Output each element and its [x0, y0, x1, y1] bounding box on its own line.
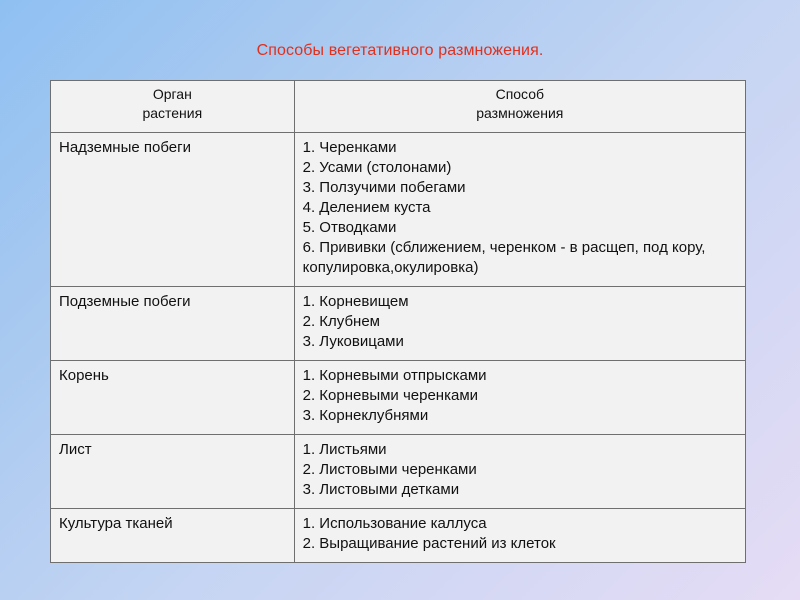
header-method-line: Способ — [495, 86, 545, 102]
table-header-row — [51, 81, 746, 133]
method-item: 2. Клубнем — [302, 313, 380, 330]
organ-cell: Лист — [51, 435, 295, 509]
table-row — [51, 435, 746, 509]
method-item: 3. Луковицами — [302, 333, 404, 350]
header-method-line: размножения — [476, 105, 564, 121]
table-row — [51, 361, 746, 435]
table-row — [51, 509, 746, 563]
organ-cell: Надземные побеги — [51, 133, 295, 287]
methods-cell — [294, 435, 745, 509]
propagation-methods-table — [50, 80, 746, 563]
methods-cell — [294, 509, 745, 563]
method-item: 1. Листьями — [302, 441, 387, 458]
organ-cell: Подземные побеги — [51, 287, 295, 361]
method-item: 4. Делением куста — [302, 199, 431, 216]
method-item: 3. Корнеклубнями — [302, 407, 429, 424]
method-item: 3. Ползучими побегами — [302, 179, 466, 196]
methods-cell — [294, 287, 745, 361]
header-method — [294, 81, 745, 133]
method-item: 2. Листовыми черенками — [302, 461, 477, 478]
organ-cell: Корень — [51, 361, 295, 435]
method-item: 2. Корневыми черенками — [302, 387, 479, 404]
table-row — [51, 133, 746, 287]
methods-cell — [294, 133, 745, 287]
organ-cell: Культура тканей — [51, 509, 295, 563]
method-item: 5. Отводками — [302, 219, 397, 236]
method-item: 1. Корневищем — [302, 293, 409, 310]
method-item: 2. Усами (столонами) — [302, 159, 452, 176]
header-organ-line: растения — [142, 105, 203, 121]
slide-title: Способы вегетативного размножения. — [256, 42, 544, 59]
method-item: 6. Прививки (сближением, черенком - в расщеп, под кору, копулировка,окулировка) — [302, 239, 706, 276]
table-row — [51, 287, 746, 361]
methods-cell — [294, 361, 745, 435]
method-item: 3. Листовыми детками — [302, 481, 460, 498]
method-item: 1. Корневыми отпрысками — [302, 367, 487, 384]
method-item: 1. Использование каллуса — [302, 515, 487, 532]
header-organ — [51, 81, 295, 133]
method-item: 2. Выращивание растений из клеток — [302, 535, 556, 552]
method-item: 1. Черенками — [302, 139, 397, 156]
header-organ-line: Орган — [152, 86, 192, 102]
